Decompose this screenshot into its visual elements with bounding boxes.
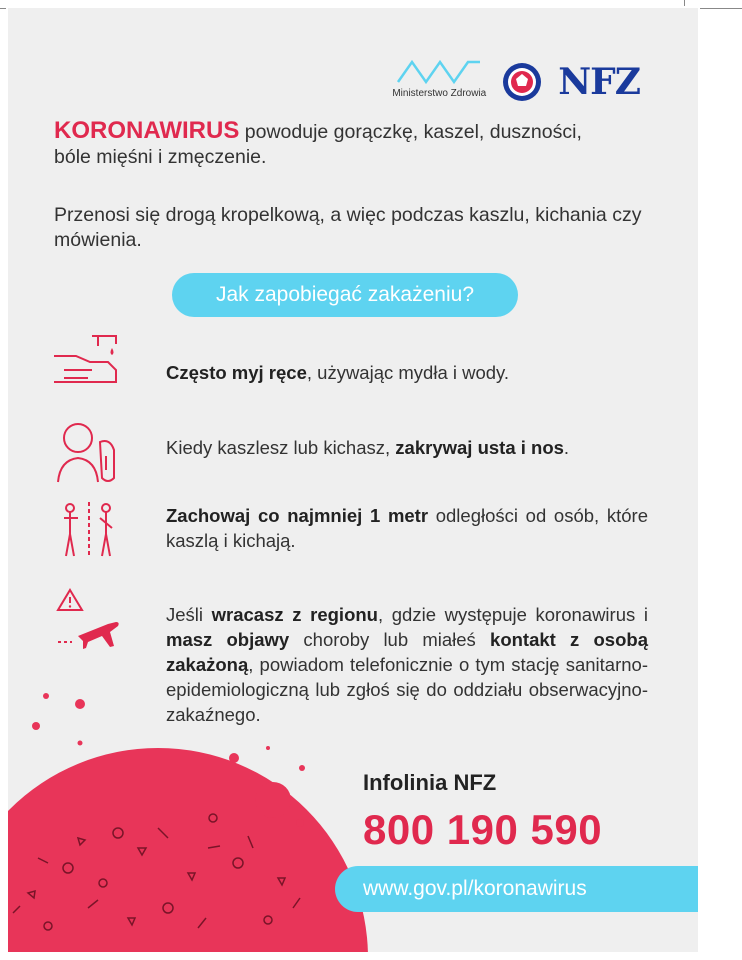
tip-text: , powiadom telefonicznie o tym stację sanitarno-epidemiologiczną lub zgłoś się do oddziału obserwacyjno-zakaźnego. [166, 654, 648, 725]
tip-wash-hands [166, 360, 648, 385]
transmission-paragraph: Przenosi się drogą kropelkową, a więc podczas kaszlu, kichania czy mówienia. [54, 204, 642, 251]
tip-bold: wracasz z regionu [211, 604, 378, 625]
travel-warning-icon [56, 588, 128, 652]
tip-bold: Często myj ręce [166, 362, 307, 383]
crop-mark [0, 8, 6, 9]
tip-cover-mouth [166, 435, 648, 460]
infoline-phone[interactable]: 800 190 590 [363, 806, 603, 853]
sanepid-emblem-icon [502, 62, 542, 102]
crop-mark [700, 8, 742, 9]
tip-text: , gdzie występuje koronawirus i [377, 604, 648, 625]
tip-text: , używając mydła i wody. [306, 362, 510, 383]
koronawirus-keyword: KORONAWIRUS [54, 117, 240, 144]
distance-icon [60, 500, 120, 560]
ministry-label: Ministerstwo Zdrowia [392, 88, 487, 99]
crop-mark [684, 0, 685, 6]
tip-bold: masz objawy [166, 629, 290, 650]
intro-text: powoduje gorączkę, kaszel, duszności, [239, 121, 582, 143]
tip-text: Kiedy kaszlesz lub kichasz, [166, 437, 396, 458]
prevention-heading-pill: Jak zapobiegać zakażeniu? [172, 273, 518, 317]
tip-text: . [563, 437, 570, 458]
infoline-title: Infolinia NFZ [363, 770, 497, 795]
tip-text: odległości od osób, które kaszlą i kichają. [166, 505, 648, 551]
website-link[interactable]: www.gov.pl/koronawirus [335, 866, 698, 912]
tip-text: choroby lub miałeś [289, 629, 491, 650]
tip-bold: zakrywaj usta i nos [395, 437, 564, 458]
poster [8, 8, 698, 952]
tip-bold: kontakt z osobą zakażoną [166, 629, 648, 675]
tip-travel-symptoms [166, 602, 648, 727]
nfz-logo: NFZ [558, 61, 640, 103]
tip-text: Jeśli [166, 604, 212, 625]
tip-bold: Zachowaj co najmniej 1 metr [166, 505, 429, 526]
intro-text: bóle mięśni i zmęczenie. [54, 146, 267, 168]
ministry-logo [392, 56, 486, 99]
intro-paragraph [54, 118, 654, 170]
hand-washing-icon [52, 330, 124, 390]
ministry-zigzag-icon [396, 56, 482, 86]
tip-keep-distance [166, 503, 648, 553]
cough-cover-icon [54, 416, 124, 484]
logos [392, 56, 640, 102]
